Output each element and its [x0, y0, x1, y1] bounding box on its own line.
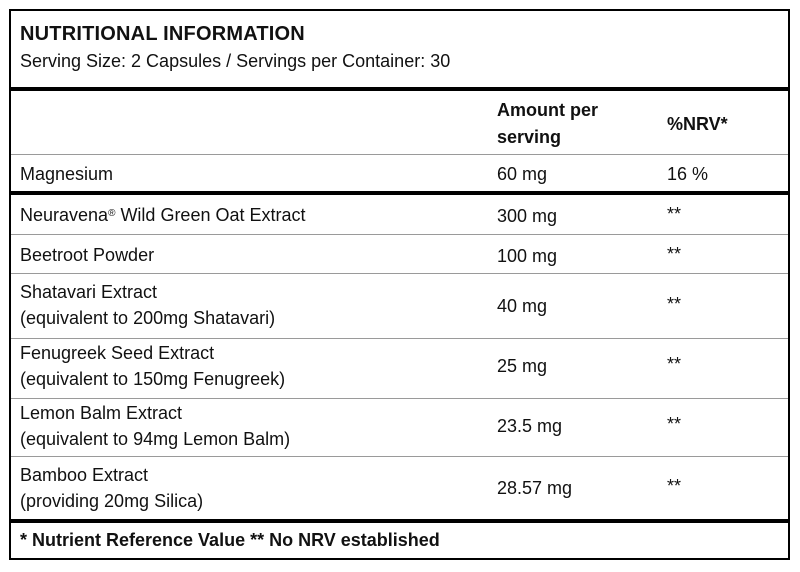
- divider-thick: [11, 87, 788, 91]
- row-amount: 28.57 mg: [497, 478, 573, 498]
- divider-thin: [11, 234, 788, 235]
- row-nrv: **: [667, 354, 682, 374]
- serving-info: Serving Size: 2 Capsules / Servings per Container: 30: [20, 51, 451, 71]
- footnote: * Nutrient Reference Value ** No NRV established: [20, 530, 440, 550]
- header-amount-line1: Amount per: [497, 100, 598, 120]
- row-nrv: 16 %: [667, 164, 709, 184]
- row-name: Lemon Balm Extract: [20, 403, 183, 423]
- row-nrv: **: [667, 294, 682, 314]
- header-amount-line2: serving: [497, 127, 562, 147]
- row-name-detail: (equivalent to 150mg Fenugreek): [20, 369, 286, 389]
- row-name-brand: Neuravena: [20, 205, 109, 225]
- row-name: Bamboo Extract: [20, 465, 149, 485]
- header-nrv: %NRV*: [667, 114, 728, 134]
- divider-thin: [11, 398, 788, 399]
- divider-thin: [11, 273, 788, 274]
- row-nrv: **: [667, 244, 682, 264]
- panel-title: NUTRITIONAL INFORMATION: [20, 23, 305, 45]
- row-name: Beetroot Powder: [20, 245, 155, 265]
- row-name: [20, 204, 306, 227]
- divider-thin: [11, 154, 788, 155]
- row-name: Fenugreek Seed Extract: [20, 343, 215, 363]
- divider-thin: [11, 338, 788, 339]
- row-name: Magnesium: [20, 164, 114, 184]
- row-name-detail: (providing 20mg Silica): [20, 491, 204, 511]
- nutrition-panel: [9, 9, 790, 560]
- row-amount: 60 mg: [497, 164, 548, 184]
- row-name-suffix: Wild Green Oat Extract: [115, 205, 306, 225]
- divider-thick: [11, 519, 788, 523]
- divider-thin: [11, 456, 788, 457]
- row-amount: 300 mg: [497, 206, 558, 226]
- header-amount: [497, 97, 598, 151]
- row-amount: 100 mg: [497, 246, 558, 266]
- row-name-detail: (equivalent to 94mg Lemon Balm): [20, 429, 291, 449]
- row-amount: 40 mg: [497, 296, 548, 316]
- divider-thick: [11, 191, 788, 195]
- row-name: Shatavari Extract: [20, 282, 158, 302]
- row-nrv: **: [667, 414, 682, 434]
- row-nrv: **: [667, 476, 682, 496]
- registered-trademark: ®: [108, 208, 116, 219]
- row-name-detail: (equivalent to 200mg Shatavari): [20, 308, 276, 328]
- row-amount: 23.5 mg: [497, 416, 563, 436]
- row-amount: 25 mg: [497, 356, 548, 376]
- row-nrv: **: [667, 204, 682, 224]
